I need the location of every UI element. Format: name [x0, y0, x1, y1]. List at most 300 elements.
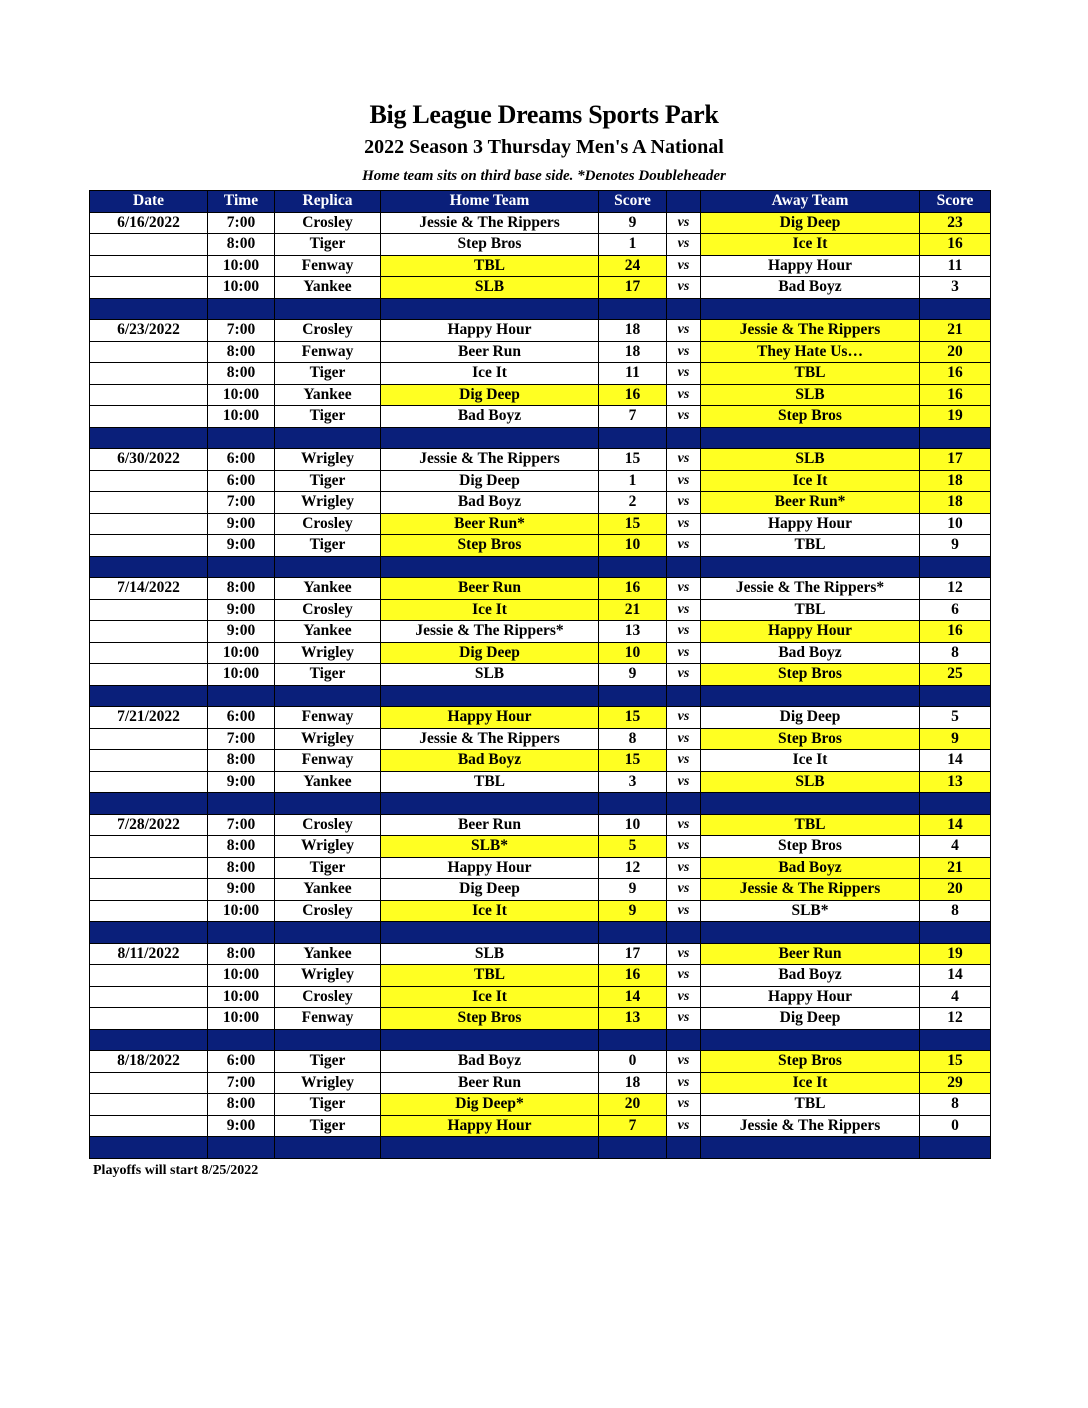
- separator-cell: [667, 1137, 701, 1159]
- away-score: 12: [920, 578, 991, 600]
- home-team: TBL: [381, 771, 599, 793]
- vs-label: vs: [667, 707, 701, 729]
- separator-cell: [667, 685, 701, 707]
- game-date: [90, 277, 208, 299]
- home-team: SLB: [381, 943, 599, 965]
- home-score: 8: [599, 728, 667, 750]
- home-team: Ice It: [381, 900, 599, 922]
- home-team: SLB*: [381, 836, 599, 858]
- week-separator-row: [90, 793, 991, 815]
- separator-cell: [275, 427, 381, 449]
- game-time: 9:00: [208, 513, 275, 535]
- separator-cell: [599, 556, 667, 578]
- home-score: 16: [599, 578, 667, 600]
- vs-label: vs: [667, 363, 701, 385]
- away-team: Step Bros: [701, 728, 920, 750]
- away-score: 14: [920, 965, 991, 987]
- separator-cell: [920, 1029, 991, 1051]
- game-date: 7/14/2022: [90, 578, 208, 600]
- game-field: Wrigley: [275, 449, 381, 471]
- away-team: Step Bros: [701, 406, 920, 428]
- game-row: [90, 621, 991, 643]
- game-row: [90, 857, 991, 879]
- page-title: Big League Dreams Sports Park: [369, 100, 719, 129]
- game-field: Yankee: [275, 943, 381, 965]
- home-score: 9: [599, 212, 667, 234]
- away-team: Dig Deep: [701, 1008, 920, 1030]
- separator-cell: [701, 556, 920, 578]
- away-score: 23: [920, 212, 991, 234]
- separator-cell: [667, 298, 701, 320]
- away-team: SLB: [701, 771, 920, 793]
- vs-label: vs: [667, 642, 701, 664]
- home-team: Jessie & The Rippers*: [381, 621, 599, 643]
- separator-cell: [275, 298, 381, 320]
- vs-label: vs: [667, 449, 701, 471]
- game-field: Crosley: [275, 814, 381, 836]
- vs-label: vs: [667, 492, 701, 514]
- separator-cell: [381, 298, 599, 320]
- separator-cell: [381, 685, 599, 707]
- away-score: 16: [920, 363, 991, 385]
- game-date: [90, 492, 208, 514]
- game-date: [90, 1094, 208, 1116]
- game-time: 7:00: [208, 320, 275, 342]
- game-row: [90, 384, 991, 406]
- home-team: Step Bros: [381, 535, 599, 557]
- game-row: [90, 879, 991, 901]
- game-time: 9:00: [208, 535, 275, 557]
- vs-label: vs: [667, 900, 701, 922]
- vs-label: vs: [667, 341, 701, 363]
- separator-cell: [90, 298, 208, 320]
- vs-label: vs: [667, 470, 701, 492]
- away-team: TBL: [701, 599, 920, 621]
- game-field: Tiger: [275, 406, 381, 428]
- away-team: Step Bros: [701, 1051, 920, 1073]
- game-field: Tiger: [275, 535, 381, 557]
- away-score: 20: [920, 879, 991, 901]
- game-time: 8:00: [208, 857, 275, 879]
- home-team: SLB: [381, 664, 599, 686]
- away-score: 3: [920, 277, 991, 299]
- home-score: 18: [599, 1072, 667, 1094]
- away-team: Bad Boyz: [701, 857, 920, 879]
- game-field: Wrigley: [275, 492, 381, 514]
- game-time: 10:00: [208, 664, 275, 686]
- vs-label: vs: [667, 1115, 701, 1137]
- separator-cell: [701, 298, 920, 320]
- game-date: 8/18/2022: [90, 1051, 208, 1073]
- game-row: [90, 341, 991, 363]
- away-team: Dig Deep: [701, 707, 920, 729]
- away-score: 12: [920, 1008, 991, 1030]
- vs-label: vs: [667, 1051, 701, 1073]
- vs-label: vs: [667, 578, 701, 600]
- separator-cell: [208, 685, 275, 707]
- home-score: 24: [599, 255, 667, 277]
- separator-cell: [667, 922, 701, 944]
- game-row: [90, 1008, 991, 1030]
- home-score: 15: [599, 707, 667, 729]
- away-team: SLB*: [701, 900, 920, 922]
- away-team: Dig Deep: [701, 212, 920, 234]
- away-team: Ice It: [701, 470, 920, 492]
- game-time: 7:00: [208, 492, 275, 514]
- separator-cell: [208, 922, 275, 944]
- game-date: [90, 1115, 208, 1137]
- game-field: Crosley: [275, 986, 381, 1008]
- separator-cell: [920, 922, 991, 944]
- game-date: [90, 1008, 208, 1030]
- game-date: 7/21/2022: [90, 707, 208, 729]
- game-date: [90, 771, 208, 793]
- game-time: 10:00: [208, 1008, 275, 1030]
- separator-cell: [90, 1029, 208, 1051]
- game-time: 10:00: [208, 965, 275, 987]
- home-score: 18: [599, 320, 667, 342]
- separator-cell: [90, 1137, 208, 1159]
- game-field: Tiger: [275, 470, 381, 492]
- game-date: [90, 513, 208, 535]
- separator-cell: [381, 1029, 599, 1051]
- col-away-score-header: Score: [920, 191, 991, 213]
- game-row: [90, 1115, 991, 1137]
- separator-cell: [920, 298, 991, 320]
- away-score: 9: [920, 535, 991, 557]
- home-team: Dig Deep: [381, 470, 599, 492]
- game-field: Yankee: [275, 879, 381, 901]
- separator-cell: [701, 793, 920, 815]
- away-score: 0: [920, 1115, 991, 1137]
- away-team: Bad Boyz: [701, 965, 920, 987]
- game-row: [90, 513, 991, 535]
- game-row: [90, 1051, 991, 1073]
- away-score: 16: [920, 234, 991, 256]
- game-time: 8:00: [208, 943, 275, 965]
- home-team: Ice It: [381, 599, 599, 621]
- away-score: 13: [920, 771, 991, 793]
- away-team: Ice It: [701, 234, 920, 256]
- game-time: 6:00: [208, 449, 275, 471]
- game-date: [90, 965, 208, 987]
- home-team: Step Bros: [381, 1008, 599, 1030]
- game-date: 8/11/2022: [90, 943, 208, 965]
- vs-label: vs: [667, 728, 701, 750]
- home-team: Bad Boyz: [381, 492, 599, 514]
- separator-cell: [208, 427, 275, 449]
- vs-label: vs: [667, 212, 701, 234]
- game-field: Fenway: [275, 707, 381, 729]
- vs-label: vs: [667, 320, 701, 342]
- game-date: [90, 234, 208, 256]
- home-score: 21: [599, 599, 667, 621]
- col-replica-header: Replica: [275, 191, 381, 213]
- home-score: 13: [599, 621, 667, 643]
- week-separator-row: [90, 685, 991, 707]
- game-row: [90, 1094, 991, 1116]
- home-team: Happy Hour: [381, 707, 599, 729]
- home-score: 1: [599, 234, 667, 256]
- home-team: TBL: [381, 255, 599, 277]
- separator-cell: [381, 556, 599, 578]
- game-time: 9:00: [208, 621, 275, 643]
- home-team: Happy Hour: [381, 857, 599, 879]
- away-score: 25: [920, 664, 991, 686]
- home-score: 13: [599, 1008, 667, 1030]
- away-team: Happy Hour: [701, 255, 920, 277]
- game-time: 7:00: [208, 728, 275, 750]
- home-score: 17: [599, 277, 667, 299]
- col-date-header: Date: [90, 191, 208, 213]
- away-score: 11: [920, 255, 991, 277]
- away-team: Jessie & The Rippers: [701, 879, 920, 901]
- game-row: [90, 406, 991, 428]
- game-time: 10:00: [208, 277, 275, 299]
- schedule-body: [90, 212, 991, 1158]
- home-team: Bad Boyz: [381, 1051, 599, 1073]
- home-team: Dig Deep*: [381, 1094, 599, 1116]
- game-row: [90, 470, 991, 492]
- game-row: [90, 255, 991, 277]
- game-time: 10:00: [208, 384, 275, 406]
- game-date: [90, 1072, 208, 1094]
- game-date: [90, 642, 208, 664]
- home-score: 7: [599, 406, 667, 428]
- game-row: [90, 277, 991, 299]
- schedule-table: [89, 190, 991, 1159]
- game-date: 6/30/2022: [90, 449, 208, 471]
- away-team: Step Bros: [701, 836, 920, 858]
- game-row: [90, 728, 991, 750]
- away-team: Jessie & The Rippers: [701, 1115, 920, 1137]
- separator-cell: [701, 685, 920, 707]
- vs-label: vs: [667, 965, 701, 987]
- vs-label: vs: [667, 535, 701, 557]
- separator-cell: [381, 1137, 599, 1159]
- game-row: [90, 750, 991, 772]
- game-time: 8:00: [208, 750, 275, 772]
- game-date: [90, 599, 208, 621]
- home-score: 9: [599, 900, 667, 922]
- vs-label: vs: [667, 836, 701, 858]
- separator-cell: [208, 793, 275, 815]
- week-separator-row: [90, 922, 991, 944]
- game-time: 8:00: [208, 836, 275, 858]
- game-time: 7:00: [208, 212, 275, 234]
- game-field: Tiger: [275, 1051, 381, 1073]
- game-field: Crosley: [275, 599, 381, 621]
- away-score: 29: [920, 1072, 991, 1094]
- away-score: 19: [920, 943, 991, 965]
- separator-cell: [599, 685, 667, 707]
- away-score: 21: [920, 857, 991, 879]
- home-team: TBL: [381, 965, 599, 987]
- game-field: Yankee: [275, 771, 381, 793]
- page-subtitle: 2022 Season 3 Thursday Men's A National: [364, 136, 724, 158]
- home-score: 10: [599, 814, 667, 836]
- header-row: [90, 191, 991, 213]
- away-team: Bad Boyz: [701, 642, 920, 664]
- game-row: [90, 492, 991, 514]
- game-row: [90, 234, 991, 256]
- away-score: 19: [920, 406, 991, 428]
- separator-cell: [208, 1029, 275, 1051]
- game-date: [90, 341, 208, 363]
- separator-cell: [667, 556, 701, 578]
- game-time: 6:00: [208, 707, 275, 729]
- vs-label: vs: [667, 599, 701, 621]
- game-time: 9:00: [208, 879, 275, 901]
- separator-cell: [381, 922, 599, 944]
- col-home-team-header: Home Team: [381, 191, 599, 213]
- home-score: 9: [599, 879, 667, 901]
- away-team: Happy Hour: [701, 621, 920, 643]
- vs-label: vs: [667, 664, 701, 686]
- home-score: 3: [599, 771, 667, 793]
- vs-label: vs: [667, 879, 701, 901]
- separator-cell: [599, 793, 667, 815]
- separator-cell: [275, 1029, 381, 1051]
- home-team: Beer Run: [381, 578, 599, 600]
- game-row: [90, 814, 991, 836]
- game-date: [90, 728, 208, 750]
- playoffs-note: Playoffs will start 8/25/2022: [93, 1163, 259, 1178]
- game-field: Fenway: [275, 255, 381, 277]
- home-team: Bad Boyz: [381, 406, 599, 428]
- game-date: [90, 384, 208, 406]
- game-row: [90, 320, 991, 342]
- away-score: 8: [920, 1094, 991, 1116]
- away-team: Happy Hour: [701, 513, 920, 535]
- home-score: 5: [599, 836, 667, 858]
- away-score: 9: [920, 728, 991, 750]
- game-field: Fenway: [275, 750, 381, 772]
- game-field: Yankee: [275, 621, 381, 643]
- game-date: [90, 363, 208, 385]
- game-row: [90, 900, 991, 922]
- separator-cell: [599, 427, 667, 449]
- home-score: 12: [599, 857, 667, 879]
- home-score: 0: [599, 1051, 667, 1073]
- away-score: 8: [920, 900, 991, 922]
- vs-label: vs: [667, 255, 701, 277]
- game-row: [90, 578, 991, 600]
- home-team: Ice It: [381, 363, 599, 385]
- separator-cell: [667, 1029, 701, 1051]
- home-team: SLB: [381, 277, 599, 299]
- away-score: 8: [920, 642, 991, 664]
- game-row: [90, 363, 991, 385]
- vs-label: vs: [667, 1094, 701, 1116]
- game-time: 10:00: [208, 900, 275, 922]
- game-time: 10:00: [208, 986, 275, 1008]
- away-score: 18: [920, 470, 991, 492]
- away-team: SLB: [701, 384, 920, 406]
- away-team: TBL: [701, 535, 920, 557]
- game-time: 9:00: [208, 771, 275, 793]
- home-score: 18: [599, 341, 667, 363]
- week-separator-row: [90, 556, 991, 578]
- vs-label: vs: [667, 513, 701, 535]
- game-time: 10:00: [208, 255, 275, 277]
- game-field: Wrigley: [275, 728, 381, 750]
- home-team: Jessie & The Rippers: [381, 728, 599, 750]
- home-team: Beer Run: [381, 1072, 599, 1094]
- separator-cell: [599, 922, 667, 944]
- game-date: [90, 535, 208, 557]
- home-score: 20: [599, 1094, 667, 1116]
- game-time: 9:00: [208, 599, 275, 621]
- home-score: 15: [599, 513, 667, 535]
- game-row: [90, 599, 991, 621]
- game-date: [90, 621, 208, 643]
- separator-cell: [381, 793, 599, 815]
- game-date: 6/23/2022: [90, 320, 208, 342]
- separator-cell: [701, 1137, 920, 1159]
- home-score: 1: [599, 470, 667, 492]
- game-row: [90, 664, 991, 686]
- game-field: Crosley: [275, 513, 381, 535]
- week-separator-row: [90, 427, 991, 449]
- home-team: Ice It: [381, 986, 599, 1008]
- game-field: Wrigley: [275, 836, 381, 858]
- game-time: 9:00: [208, 1115, 275, 1137]
- game-row: [90, 771, 991, 793]
- separator-cell: [701, 922, 920, 944]
- away-score: 21: [920, 320, 991, 342]
- game-field: Wrigley: [275, 1072, 381, 1094]
- game-time: 8:00: [208, 1094, 275, 1116]
- game-row: [90, 943, 991, 965]
- game-time: 8:00: [208, 341, 275, 363]
- away-score: 10: [920, 513, 991, 535]
- home-score: 7: [599, 1115, 667, 1137]
- separator-cell: [920, 1137, 991, 1159]
- game-date: [90, 900, 208, 922]
- game-row: [90, 449, 991, 471]
- separator-cell: [920, 427, 991, 449]
- game-row: [90, 642, 991, 664]
- vs-label: vs: [667, 384, 701, 406]
- home-team: Beer Run: [381, 341, 599, 363]
- vs-label: vs: [667, 406, 701, 428]
- week-separator-row: [90, 298, 991, 320]
- away-score: 15: [920, 1051, 991, 1073]
- home-score: 2: [599, 492, 667, 514]
- separator-cell: [275, 556, 381, 578]
- separator-cell: [599, 1137, 667, 1159]
- away-score: 16: [920, 384, 991, 406]
- separator-cell: [208, 1137, 275, 1159]
- separator-cell: [667, 793, 701, 815]
- separator-cell: [275, 922, 381, 944]
- game-date: [90, 255, 208, 277]
- col-away-team-header: Away Team: [701, 191, 920, 213]
- away-team: TBL: [701, 363, 920, 385]
- vs-label: vs: [667, 814, 701, 836]
- game-date: [90, 750, 208, 772]
- separator-cell: [920, 793, 991, 815]
- game-row: [90, 535, 991, 557]
- game-field: Tiger: [275, 857, 381, 879]
- away-team: Beer Run*: [701, 492, 920, 514]
- home-score: 11: [599, 363, 667, 385]
- col-vs-header: [667, 191, 701, 213]
- game-field: Tiger: [275, 1094, 381, 1116]
- game-field: Wrigley: [275, 965, 381, 987]
- separator-cell: [920, 556, 991, 578]
